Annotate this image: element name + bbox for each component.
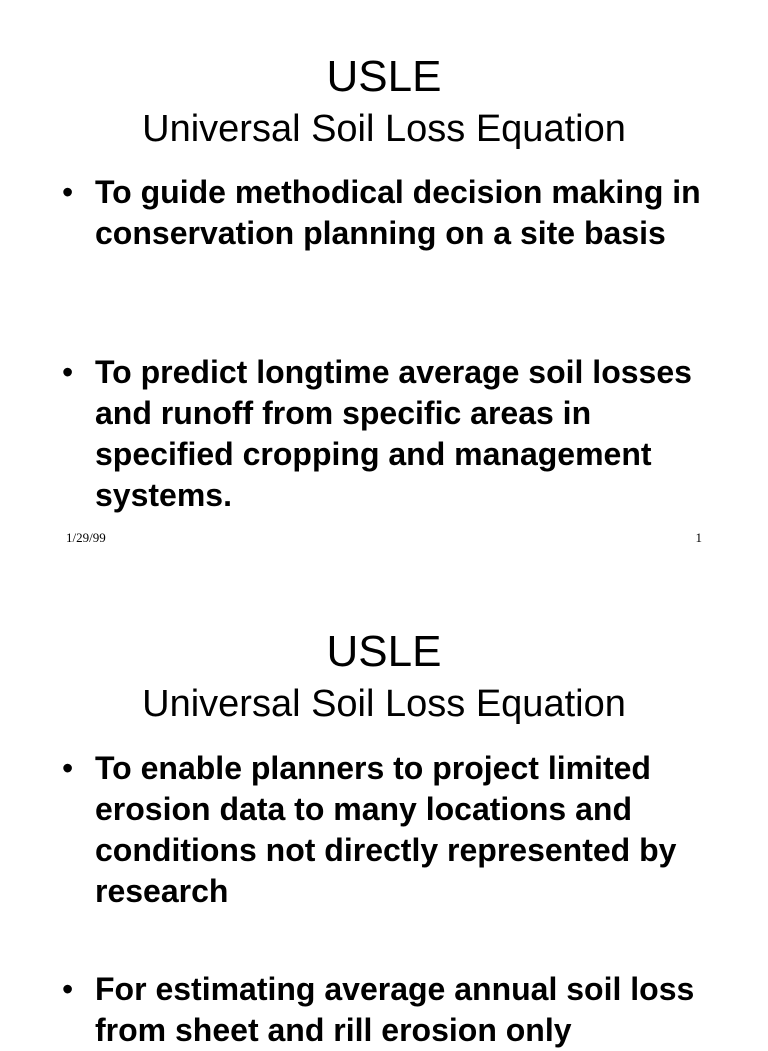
bullet-item <box>62 748 712 912</box>
bullet-text: To guide methodical decision making in conservation planning on a site basis <box>95 174 701 251</box>
bullet-item <box>62 352 712 516</box>
bullet-marker: • <box>62 971 74 1007</box>
slide-title: USLE <box>326 627 442 676</box>
bullet-text: For estimating average annual soil loss from sheet and rill erosion only <box>95 971 695 1048</box>
bullet-text: To predict longtime average soil losses and runoff from specific areas in specified cropping and management systems. <box>95 354 692 513</box>
bullet-marker: • <box>62 354 74 390</box>
bullet-text: To enable planners to project limited erosion data to many locations and conditions not directly represented by research <box>95 750 677 909</box>
slide-subtitle: Universal Soil Loss Equation <box>142 683 626 725</box>
bullet-marker: • <box>62 750 74 786</box>
slide-title: USLE <box>326 52 442 101</box>
bullet-item <box>62 172 712 254</box>
slide-2 <box>0 576 768 1048</box>
footer-date: 1/29/99 <box>66 530 106 545</box>
bullet-item <box>62 969 712 1051</box>
slide-subtitle: Universal Soil Loss Equation <box>142 108 626 150</box>
bullet-marker: • <box>62 174 74 210</box>
page-number: 1 <box>695 530 702 545</box>
